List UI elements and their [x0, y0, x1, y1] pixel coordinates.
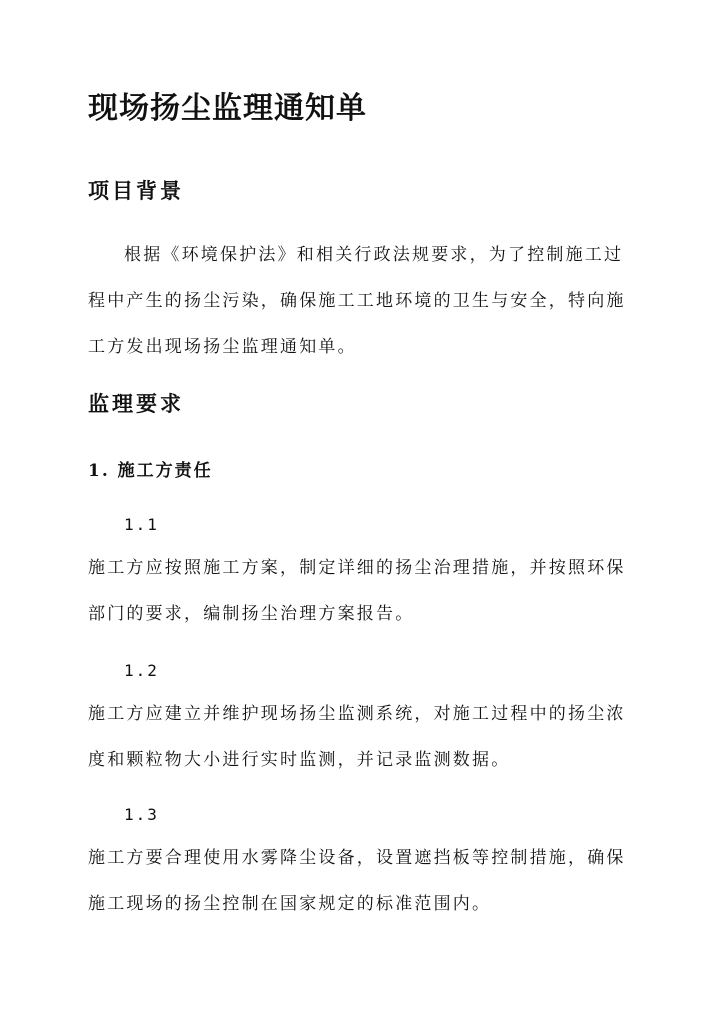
item-number-1-3: 1.3 — [124, 805, 159, 824]
section-heading-background: 项目背景 — [88, 178, 184, 203]
background-paragraph: 根据《环境保护法》和相关行政法规要求，为了控制施工过程中产生的扬尘污染，确保施工工地环境的卫生与安全，特向施工方发出现场扬尘监理通知单。 — [88, 245, 626, 357]
subsection-heading-contractor-duty: 1. 施工方责任 — [88, 461, 213, 481]
item-number-1-2: 1.2 — [124, 661, 159, 680]
document-title: 现场扬尘监理通知单 — [88, 91, 367, 126]
item-number-1-1: 1.1 — [124, 515, 159, 534]
item-text-1-2: 施工方应建立并维护现场扬尘监测系统，对施工过程中的扬尘浓度和颗粒物大小进行实时监测，并记录监测数据。 — [88, 704, 626, 770]
item-text-1-1: 施工方应按照施工方案，制定详细的扬尘治理措施，并按照环保部门的要求，编制扬尘治理方案报告。 — [88, 558, 626, 624]
item-text-1-3: 施工方要合理使用水雾降尘设备，设置遮挡板等控制措施，确保施工现场的扬尘控制在国家规定的标准范围内。 — [88, 848, 626, 914]
section-heading-requirements: 监理要求 — [88, 391, 184, 416]
